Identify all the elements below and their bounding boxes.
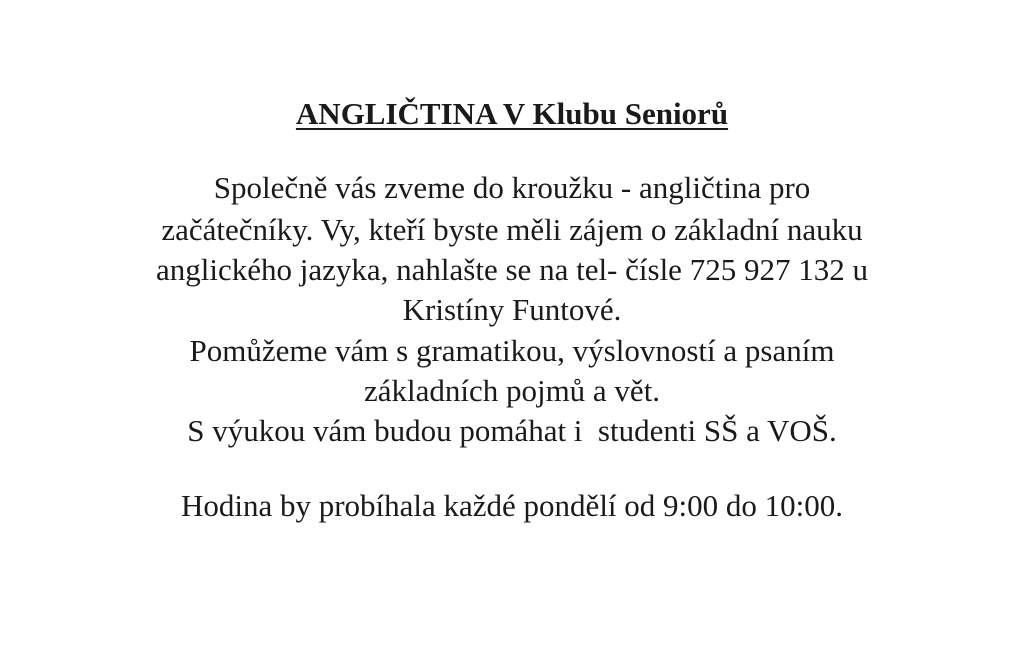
- body-line-3: anglického jazyka, nahlašte se na tel- čísle 725 927 132 u: [156, 252, 868, 287]
- document-title: ANGLIČTINA V Klubu Seniorů: [295, 96, 729, 131]
- body-line-5: Pomůžeme vám s gramatikou, výslovností a psaním: [189, 333, 835, 368]
- body-line-4: Kristíny Funtové.: [402, 292, 622, 327]
- body-line-7: S výukou vám budou pomáhat i studenti SŠ a VOŠ.: [187, 413, 837, 448]
- schedule-line: Hodina by probíhala každé pondělí od 9:00 do 10:00.: [180, 488, 844, 523]
- body-line-1: Společně vás zveme do kroužku - angličtina pro: [213, 170, 811, 205]
- body-line-6: základních pojmů a vět.: [363, 373, 661, 408]
- body-line-2: začátečníky. Vy, kteří byste měli zájem o základní nauku: [161, 212, 863, 247]
